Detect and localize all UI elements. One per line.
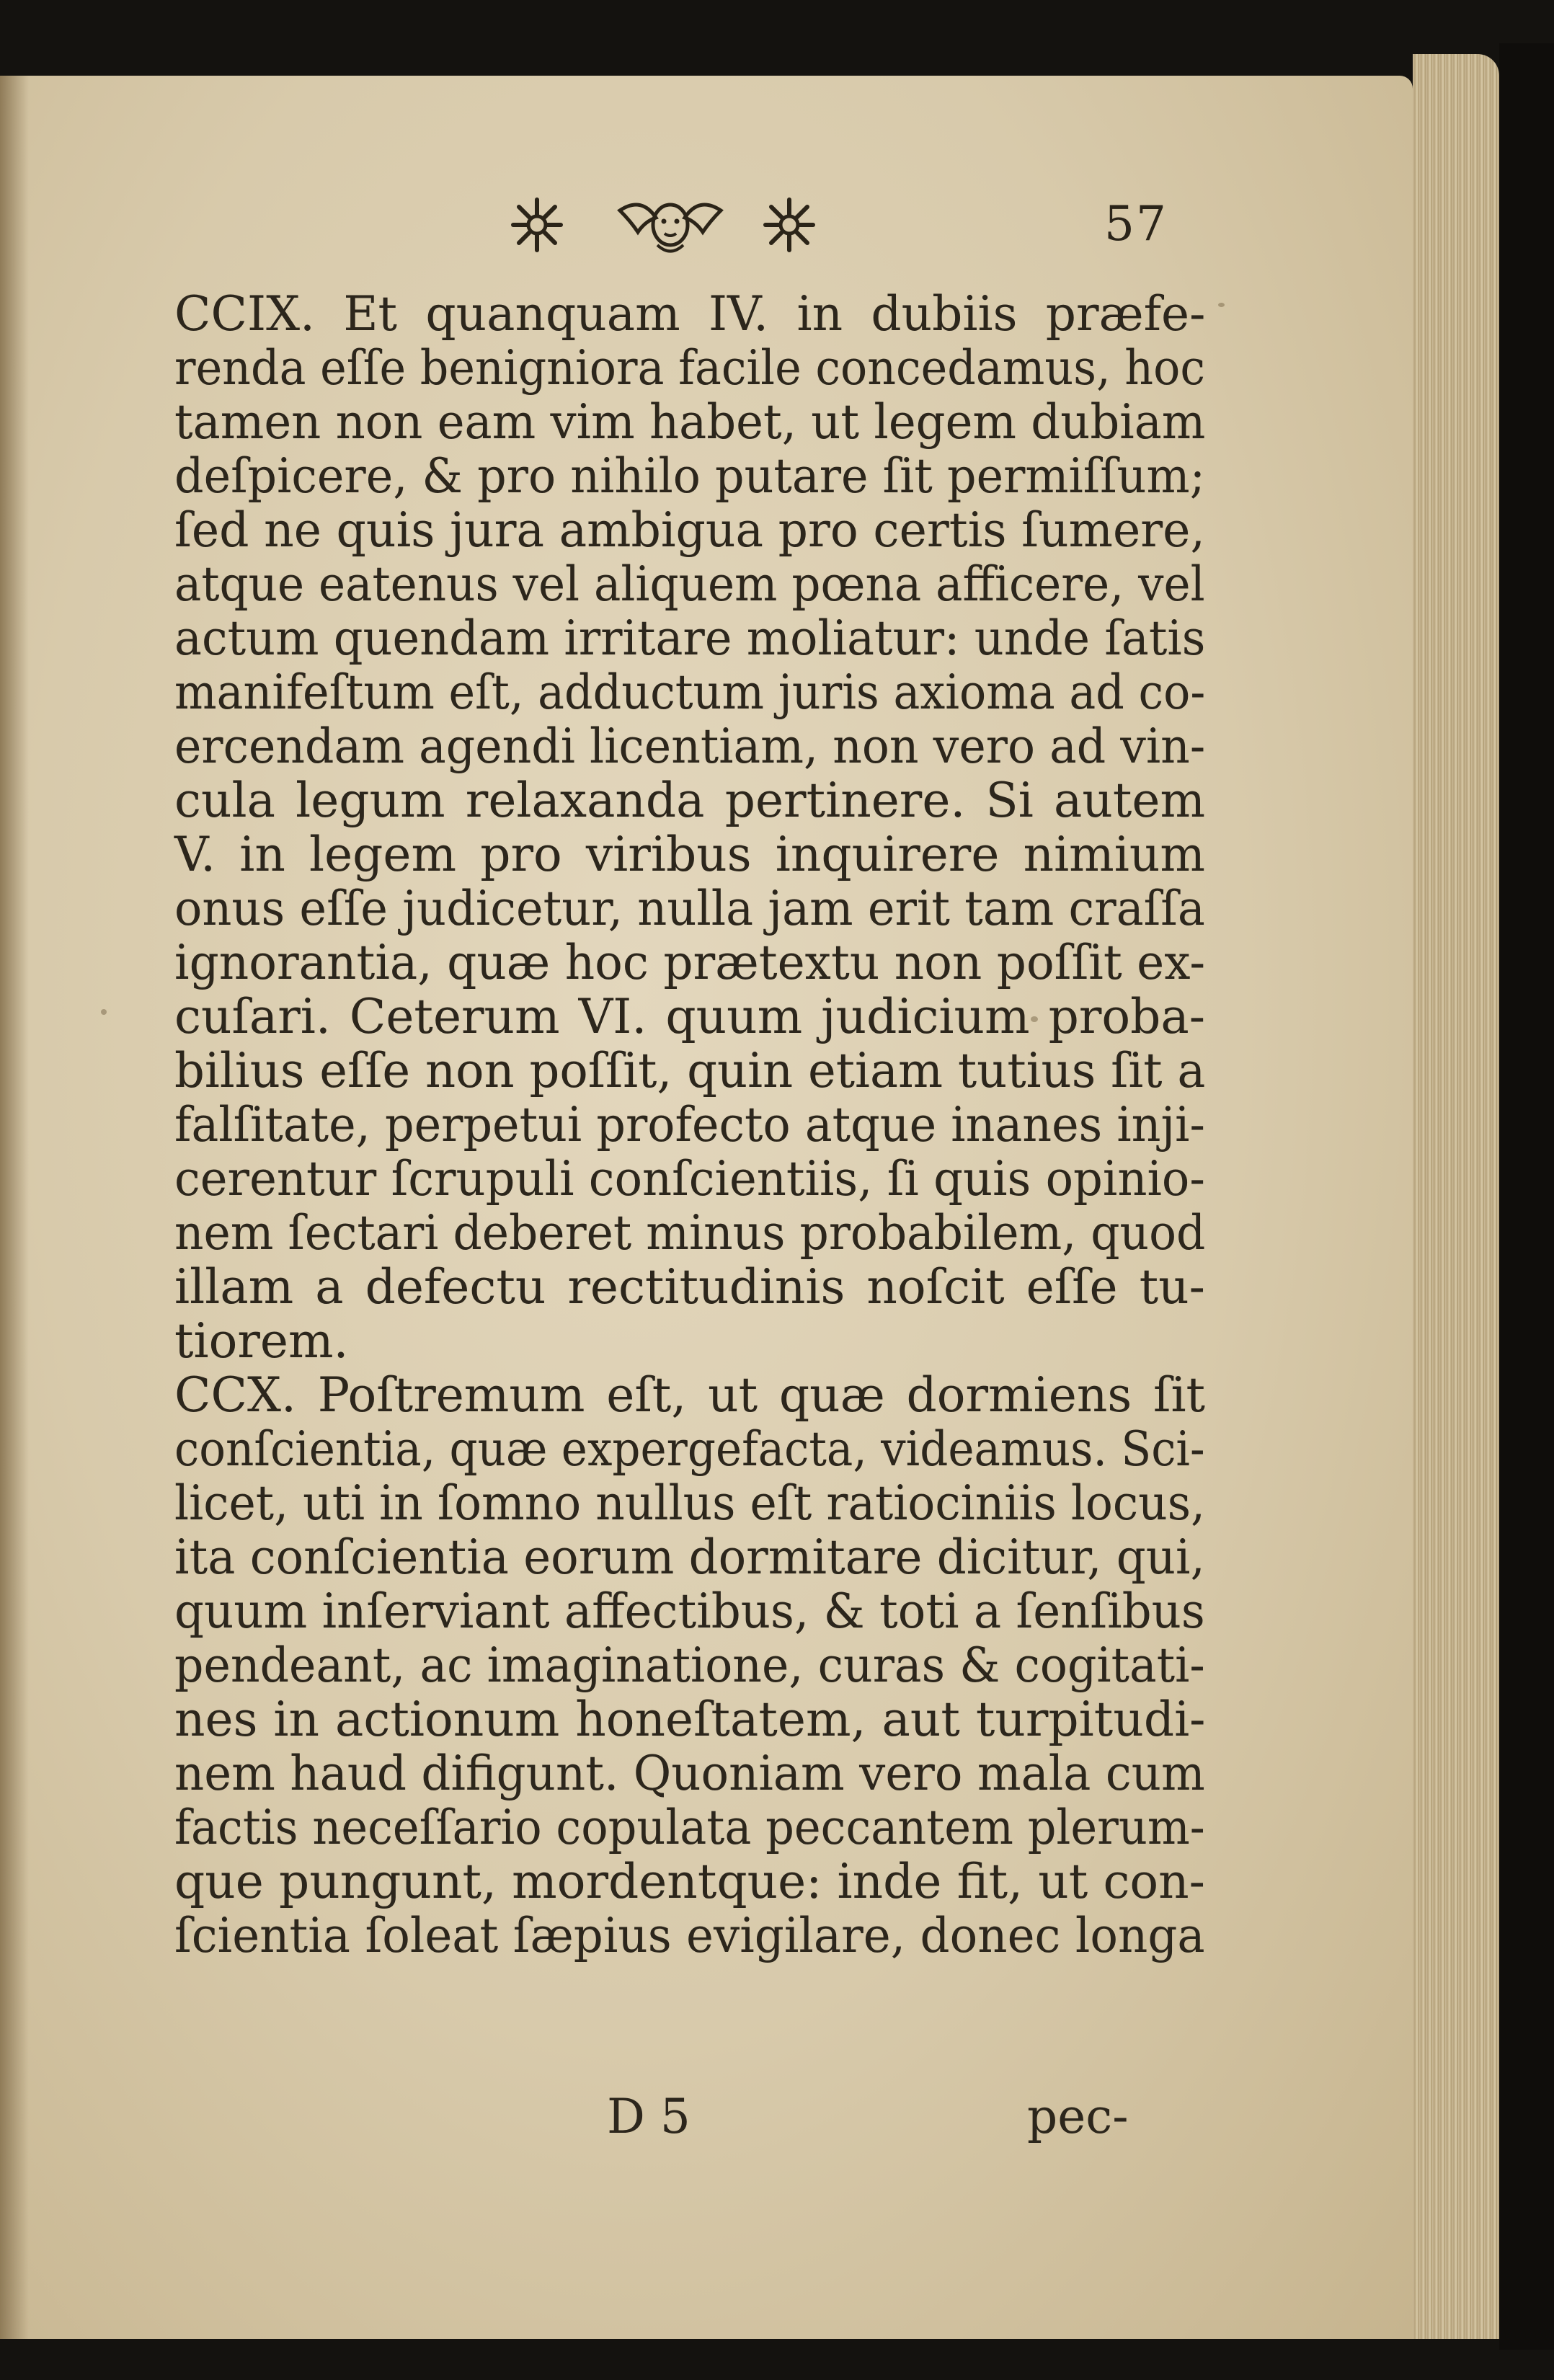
paper-speck — [101, 1009, 107, 1015]
asterisk-flower-ornament-icon — [757, 189, 822, 261]
text-line: tiorem. — [174, 1313, 349, 1369]
text-line: quum inſerviant affectibus, & toti a ſenſibus — [174, 1584, 1205, 1639]
text-line: nem ſectari deberet minus probabilem, quod — [174, 1205, 1206, 1261]
text-line: cerentur ſcrupuli conſcientiis, ſi quis opinio- — [174, 1151, 1205, 1207]
running-header — [505, 189, 1211, 268]
text-line: onus eſſe judicetur, nulla jam erit tam craſſa — [174, 881, 1205, 936]
paper-speck — [1218, 303, 1225, 307]
page-footer — [0, 2089, 1413, 2154]
text-line: CCX. Poſtremum eſt, ut quæ dormiens ſit — [174, 1367, 1206, 1423]
body-text — [174, 287, 1205, 1963]
text-line: illam a defectu rectitudinis noſcit eſſe tu- — [174, 1259, 1205, 1315]
text-line: nes in actionum honeſtatem, aut turpitudi- — [174, 1692, 1206, 1747]
asterisk-flower-ornament-icon — [505, 189, 569, 261]
book-spine-shadow — [1499, 43, 1554, 2350]
text-line: licet, uti in ſomno nullus eſt ratiociniis locus, — [174, 1475, 1206, 1531]
text-line: factis neceſſario copulata peccantem plerum- — [174, 1800, 1205, 1855]
winged-cherub-ornament-icon — [613, 189, 728, 261]
text-line: deſpicere, & pro nihilo putare ſit permiſſum; — [174, 448, 1205, 504]
text-line: atque eatenus vel aliquem pœna afficere, vel — [174, 556, 1205, 612]
text-line: pendeant, ac imaginatione, curas & cogitati- — [174, 1638, 1205, 1693]
paper-speck — [1031, 1016, 1038, 1022]
page-edges — [1413, 54, 1499, 2339]
gutter-shadow — [0, 76, 29, 2339]
text-line: cula legum relaxanda pertinere. Si autem — [174, 773, 1206, 828]
text-line: nem haud difigunt. Quoniam vero mala cum — [174, 1746, 1205, 1801]
text-line: ſed ne quis jura ambigua pro certis ſumere, — [174, 502, 1205, 558]
text-line: conſcientia, quæ expergefacta, videamus. Sci- — [174, 1421, 1205, 1477]
text-line: CCIX. Et quanquam IV. in dubiis præfe- — [174, 286, 1206, 342]
text-line: que pungunt, mordentque: inde fit, ut con- — [174, 1854, 1205, 1909]
text-line: renda eſſe benigniora facile concedamus, hoc — [174, 340, 1205, 396]
page-number: 57 — [1104, 196, 1168, 252]
text-line: bilius eſſe non poſſit, quin etiam tutius ſit a — [174, 1043, 1206, 1098]
catchword: pec- — [1027, 2089, 1129, 2144]
text-line: V. in legem pro viribus inquirere nimium — [174, 827, 1205, 882]
text-line: falſitate, perpetui profecto atque inanes inji- — [174, 1097, 1205, 1153]
text-line: manifeſtum eſt, adductum juris axioma ad co- — [174, 665, 1206, 720]
text-line: ignorantia, quæ hoc prætextu non poſſit ex- — [174, 935, 1206, 990]
signature-mark: D 5 — [607, 2089, 691, 2144]
text-line: tamen non eam vim habet, ut legem dubiam — [174, 394, 1206, 450]
text-line: cuſari. Ceterum VI. quum judicium proba- — [174, 989, 1206, 1044]
text-line: ercendam agendi licentiam, non vero ad vin- — [174, 719, 1206, 774]
text-line: actum quendam irritare moliatur: unde ſatis — [174, 610, 1206, 666]
text-line: ita conſcientia eorum dormitare dicitur, qui, — [174, 1529, 1205, 1585]
text-line: ſcientia ſoleat ſæpius evigilare, donec longa — [174, 1908, 1205, 1963]
